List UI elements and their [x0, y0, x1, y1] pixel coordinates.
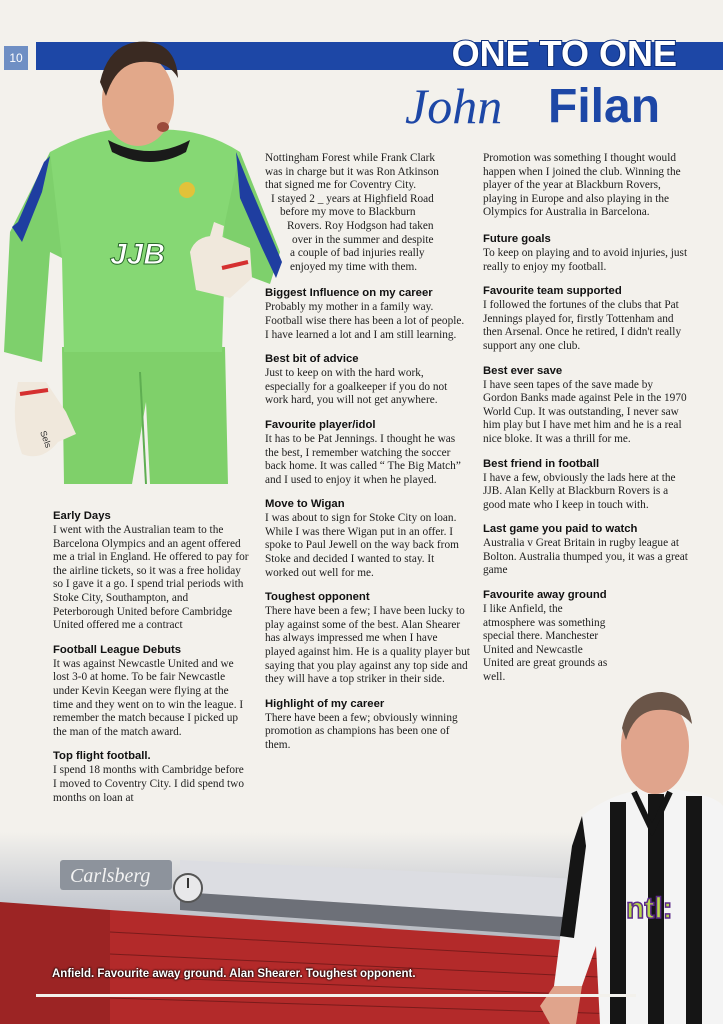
section-body: I have a few, obviously the lads here at the JJB. Alan Kelly at Blackburn Rovers is a good mate who I keep in touch with.: [483, 471, 676, 511]
section-best-advice: [265, 352, 470, 408]
section-body: To keep on playing and to avoid injuries, just really to enjoy my football.: [483, 246, 688, 273]
section-heading: Favourite player/idol: [265, 418, 376, 431]
glove-brand: Sels: [38, 429, 54, 450]
section-toughest-opponent: [265, 590, 470, 687]
intro-line: I stayed 2 _ years at Highfield Road: [271, 192, 434, 205]
section-body: I have seen tapes of the save made by Gordon Banks made against Pele in the 1970 World Cup. It was outstanding, I never saw him play but I have met him and he is a real nice bloke. It was a thrill for me.: [483, 378, 687, 445]
section-best-friend: [483, 457, 689, 513]
section-body: I went with the Australian team to the Barcelona Olympics and an agent offered me a trial in England. He offered to pay for the airline tickets, so it was a free holiday so I gave it a go. I spend trial periods with Stoke City, Southampton, and Peterborough United before Cambridge United offered me a contract: [53, 524, 249, 632]
section-body: There have been a few; I have been lucky to play against some of the best. Alan Shearer has always impressed me when I have played against him. He is a quality player but saying that you play against any top side and they will have a top striker in their side.: [265, 605, 470, 686]
section-body: I spend 18 months with Cambridge before I moved to Coventry City. I did spend two months on loan at: [53, 764, 244, 804]
column-right: [483, 152, 689, 695]
section-top-flight: [53, 749, 249, 805]
section-body: I like Anfield, the atmosphere was something special there. Manchester United and Newcastle United are great grounds as well.: [483, 603, 608, 684]
intro-line: before my move to Blackburn: [280, 206, 416, 219]
goalkeeper-photo: [0, 22, 290, 492]
sign-text: Carlsberg: [70, 865, 151, 887]
photo-caption: Anfield. Favourite away ground. Alan Shearer. Toughest opponent.: [52, 968, 416, 980]
section-heading: Best friend in football: [483, 457, 600, 470]
section-body: It was against Newcastle United and we lost 3-0 at home. To be fair Newcastle under Kevin Keegan were flying at the time and they went on to win the league. I remember the match because I picked up the man of the match award.: [53, 657, 244, 738]
section-body: It has to be Pat Jennings. I thought he was the best, I remember watching the soccer back home. It was called “ The Big Match” and I used to enjoy it when he played.: [265, 432, 461, 486]
section-heading: Highlight of my career: [265, 697, 385, 710]
section-heading: Favourite away ground: [483, 589, 607, 602]
section-heading: Future goals: [483, 232, 551, 245]
section-heading: Top flight football.: [53, 750, 151, 763]
intro-line: a couple of bad injuries really: [290, 247, 425, 260]
section-heading: Early Days: [53, 510, 111, 522]
intro-line: over in the summer and despite: [292, 233, 434, 246]
intro-line: enjoyed my time with them.: [290, 260, 418, 273]
section-future-goals: [483, 232, 689, 274]
intro-paragraph: [265, 152, 470, 274]
shirt-sponsor: JJB: [110, 238, 166, 271]
section-body: I followed the fortunes of the clubs that Pat Jennings played for, firstly Tottenham and then Arsenal. Once he retired, I didn't really support any one club.: [483, 299, 682, 352]
section-best-save: [483, 364, 689, 447]
section-heading: Football League Debuts: [53, 643, 182, 656]
section-body: Probably my mother in a family way. Football wise there has been a lot of people. I have learned a lot and I am still learning.: [265, 301, 465, 341]
section-favourite-team: [483, 284, 689, 353]
section-body: Just to keep on with the hard work, especially for a goalkeeper if you do not work hard, you will not get anywhere.: [265, 367, 448, 407]
section-heading: Biggest Influence on my career: [265, 287, 433, 300]
section-early-days: [53, 509, 249, 633]
section-career-highlight: [265, 697, 470, 753]
section-heading: Best bit of advice: [265, 353, 359, 366]
page-number: 10: [4, 46, 28, 70]
player-last-name: Filan: [548, 80, 661, 133]
column-left: [53, 509, 249, 815]
series-title: ONE TO ONE: [451, 33, 677, 74]
intro-line: that signed me for Coventry City.: [265, 179, 417, 192]
intro-line: Rovers. Roy Hodgson had taken: [287, 219, 434, 232]
player-first-name: John: [405, 78, 503, 134]
section-body: There have been a few; obviously winning promotion as champions has been one of them.: [265, 711, 458, 751]
section-heading: Best ever save: [483, 364, 563, 377]
section-body: Promotion was something I thought would happen when I joined the club. Winning the player of the year at Blackburn Rovers, playing in Europe and also playing in the Olympics for Australia in Barcelona.: [483, 152, 681, 219]
section-body: Australia v Great Britain in rugby league at Bolton. Australia thumped you, it was a great game: [483, 537, 688, 577]
section-league-debut: [53, 643, 249, 740]
bottom-divider: [36, 994, 636, 997]
section-biggest-influence: [265, 286, 470, 342]
section-last-game: [483, 522, 689, 578]
section-move-to-wigan: [265, 497, 470, 580]
intro-line: was in charge but it was Ron Atkinson: [265, 165, 439, 178]
section-heading: Move to Wigan: [265, 498, 345, 511]
intro-line: Nottingham Forest while Frank Clark: [265, 152, 436, 164]
column-middle: [265, 152, 470, 763]
section-favourite-player: [265, 418, 470, 487]
section-heading: Toughest opponent: [265, 591, 370, 604]
section-heading: Last game you paid to watch: [483, 523, 638, 536]
shirt-sponsor: ntl:: [626, 892, 673, 925]
section-highlight-continued: [483, 152, 689, 220]
section-heading: Favourite team supported: [483, 285, 622, 298]
section-body: I was about to sign for Stoke City on loan. While I was there Wigan put in an offer. I spoke to Paul Jewell on the way back from Stoke and decided I wanted to stay. It worked out well for me.: [265, 512, 459, 579]
section-favourite-away-ground: [483, 588, 611, 685]
